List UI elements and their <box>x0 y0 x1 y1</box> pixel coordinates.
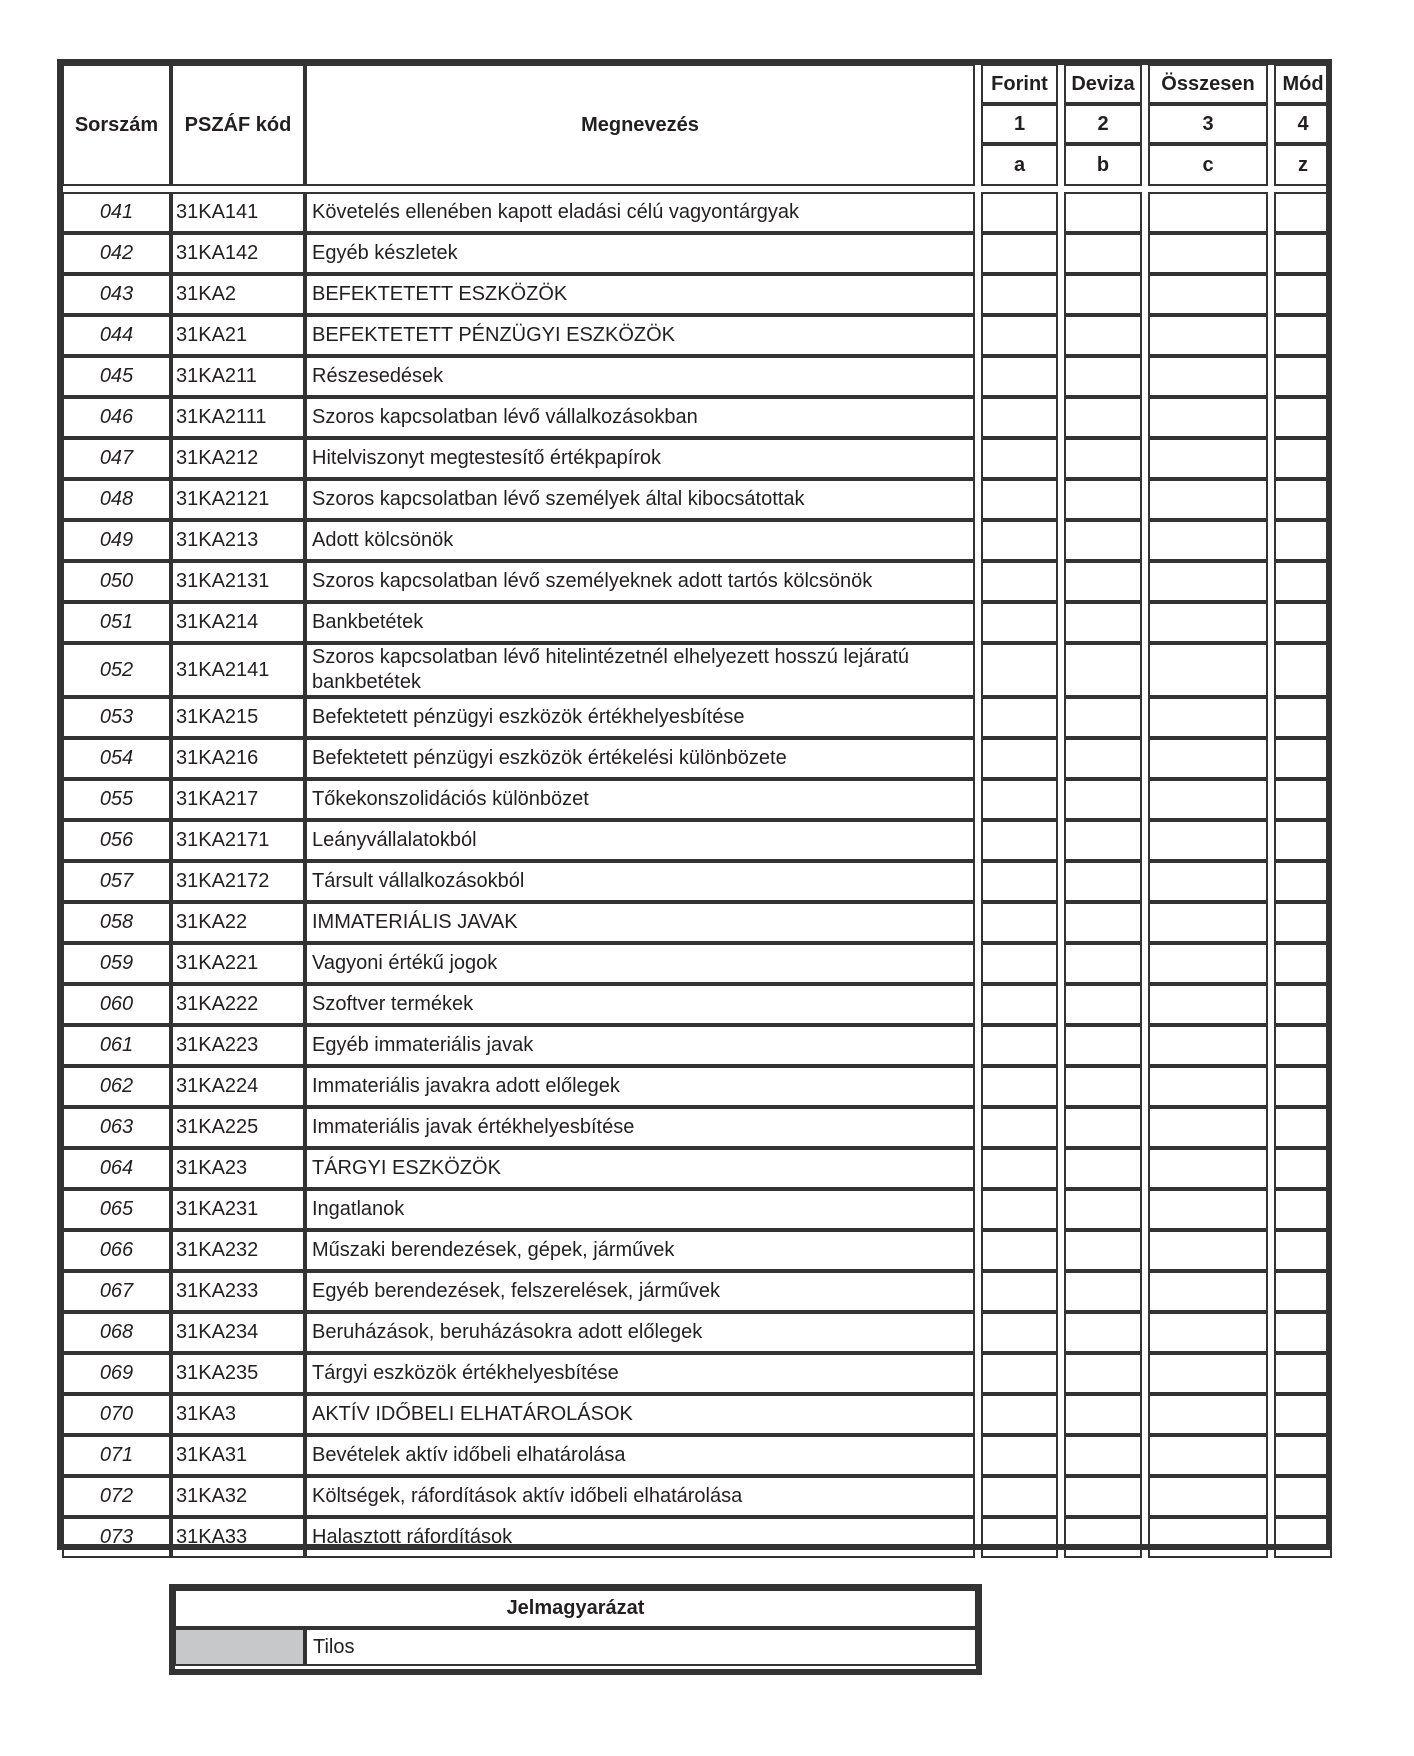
forint-cell[interactable] <box>981 1230 1058 1271</box>
row-number: 047 <box>62 438 171 479</box>
forint-cell[interactable] <box>981 1312 1058 1353</box>
header-sorszam: Sorszám <box>62 64 171 186</box>
deviza-cell[interactable] <box>1064 643 1142 697</box>
row-number: 067 <box>62 1271 171 1312</box>
forint-cell[interactable] <box>981 1476 1058 1517</box>
table-row <box>62 520 1332 561</box>
row-code: 31KA233 <box>171 1271 305 1312</box>
table-row <box>62 356 1332 397</box>
table-row <box>62 397 1332 438</box>
forint-cell[interactable] <box>981 779 1058 820</box>
deviza-cell[interactable] <box>1064 1271 1142 1312</box>
row-number: 071 <box>62 1435 171 1476</box>
deviza-cell[interactable] <box>1064 738 1142 779</box>
osszesen-cell[interactable] <box>1148 192 1268 233</box>
mod-cell[interactable] <box>1274 356 1332 397</box>
mod-cell[interactable] <box>1274 274 1332 315</box>
row-number: 055 <box>62 779 171 820</box>
osszesen-cell[interactable] <box>1148 1271 1268 1312</box>
row-code: 31KA225 <box>171 1107 305 1148</box>
deviza-cell[interactable] <box>1064 1476 1142 1517</box>
table-row <box>62 902 1332 943</box>
forint-cell[interactable] <box>981 1148 1058 1189</box>
osszesen-cell[interactable] <box>1148 1025 1268 1066</box>
row-code: 31KA2131 <box>171 561 305 602</box>
row-number: 051 <box>62 602 171 643</box>
deviza-cell[interactable] <box>1064 779 1142 820</box>
deviza-cell[interactable] <box>1064 861 1142 902</box>
row-code: 31KA211 <box>171 356 305 397</box>
row-name: Szoros kapcsolatban lévő vállalkozásokban <box>305 397 975 438</box>
osszesen-cell[interactable] <box>1148 643 1268 697</box>
row-number: 069 <box>62 1353 171 1394</box>
row-number: 058 <box>62 902 171 943</box>
mod-cell[interactable] <box>1274 1271 1332 1312</box>
header-forint: Forint <box>981 64 1058 104</box>
osszesen-cell[interactable] <box>1148 738 1268 779</box>
table-row <box>62 738 1332 779</box>
row-number: 061 <box>62 1025 171 1066</box>
row-name: Műszaki berendezések, gépek, járművek <box>305 1230 975 1271</box>
forint-cell[interactable] <box>981 697 1058 738</box>
table-row <box>62 315 1332 356</box>
deviza-cell[interactable] <box>1064 1312 1142 1353</box>
mod-cell[interactable] <box>1274 1025 1332 1066</box>
row-number: 073 <box>62 1517 171 1558</box>
deviza-cell[interactable] <box>1064 1517 1142 1558</box>
row-code: 31KA33 <box>171 1517 305 1558</box>
table-row <box>62 1107 1332 1148</box>
forint-cell[interactable] <box>981 315 1058 356</box>
row-number: 045 <box>62 356 171 397</box>
mod-cell[interactable] <box>1274 192 1332 233</box>
row-number: 062 <box>62 1066 171 1107</box>
legend-label: Tilos <box>305 1628 977 1666</box>
row-code: 31KA2121 <box>171 479 305 520</box>
deviza-cell[interactable] <box>1064 520 1142 561</box>
mod-cell[interactable] <box>1274 943 1332 984</box>
mod-cell[interactable] <box>1274 1189 1332 1230</box>
row-name: IMMATERIÁLIS JAVAK <box>305 902 975 943</box>
deviza-cell[interactable] <box>1064 602 1142 643</box>
row-name: Részesedések <box>305 356 975 397</box>
mod-cell[interactable] <box>1274 1435 1332 1476</box>
row-name: Egyéb berendezések, felszerelések, járművek <box>305 1271 975 1312</box>
row-name: Bankbetétek <box>305 602 975 643</box>
row-number: 070 <box>62 1394 171 1435</box>
row-code: 31KA23 <box>171 1148 305 1189</box>
forint-cell[interactable] <box>981 820 1058 861</box>
row-code: 31KA231 <box>171 1189 305 1230</box>
row-code: 31KA222 <box>171 984 305 1025</box>
row-number: 064 <box>62 1148 171 1189</box>
header-deviza-letter: b <box>1064 144 1142 186</box>
row-number: 063 <box>62 1107 171 1148</box>
row-code: 31KA2141 <box>171 643 305 697</box>
row-number: 060 <box>62 984 171 1025</box>
osszesen-cell[interactable] <box>1148 602 1268 643</box>
table-row <box>62 984 1332 1025</box>
row-number: 065 <box>62 1189 171 1230</box>
osszesen-cell[interactable] <box>1148 1230 1268 1271</box>
header-osszesen-letter: c <box>1148 144 1268 186</box>
osszesen-cell[interactable] <box>1148 1148 1268 1189</box>
forint-cell[interactable] <box>981 738 1058 779</box>
deviza-cell[interactable] <box>1064 1025 1142 1066</box>
table-row <box>62 274 1332 315</box>
row-code: 31KA234 <box>171 1312 305 1353</box>
row-number: 056 <box>62 820 171 861</box>
osszesen-cell[interactable] <box>1148 1066 1268 1107</box>
row-name: Egyéb készletek <box>305 233 975 274</box>
row-name: Szoros kapcsolatban lévő hitelintézetnél elhelyezett hosszú lejáratú bankbetétek <box>305 643 975 697</box>
osszesen-cell[interactable] <box>1148 561 1268 602</box>
mod-cell[interactable] <box>1274 438 1332 479</box>
mod-cell[interactable] <box>1274 1230 1332 1271</box>
forint-cell[interactable] <box>981 520 1058 561</box>
row-code: 31KA221 <box>171 943 305 984</box>
deviza-cell[interactable] <box>1064 984 1142 1025</box>
row-name: Ingatlanok <box>305 1189 975 1230</box>
row-code: 31KA2172 <box>171 861 305 902</box>
deviza-cell[interactable] <box>1064 1189 1142 1230</box>
row-name: Immateriális javak értékhelyesbítése <box>305 1107 975 1148</box>
legend-title: Jelmagyarázat <box>174 1589 977 1628</box>
table-row <box>62 1148 1332 1189</box>
header-osszesen-num: 3 <box>1148 104 1268 144</box>
mod-cell[interactable] <box>1274 479 1332 520</box>
mod-cell[interactable] <box>1274 902 1332 943</box>
row-code: 31KA213 <box>171 520 305 561</box>
mod-cell[interactable] <box>1274 697 1332 738</box>
table-row <box>62 561 1332 602</box>
row-code: 31KA141 <box>171 192 305 233</box>
deviza-cell[interactable] <box>1064 356 1142 397</box>
table-row <box>62 1353 1332 1394</box>
osszesen-cell[interactable] <box>1148 479 1268 520</box>
deviza-cell[interactable] <box>1064 274 1142 315</box>
row-number: 054 <box>62 738 171 779</box>
osszesen-cell[interactable] <box>1148 779 1268 820</box>
osszesen-cell[interactable] <box>1148 1476 1268 1517</box>
deviza-cell[interactable] <box>1064 1148 1142 1189</box>
mod-cell[interactable] <box>1274 779 1332 820</box>
table-row <box>62 1435 1332 1476</box>
forint-cell[interactable] <box>981 1107 1058 1148</box>
table-row <box>62 820 1332 861</box>
row-name: BEFEKTETETT ESZKÖZÖK <box>305 274 975 315</box>
row-name: Bevételek aktív időbeli elhatárolása <box>305 1435 975 1476</box>
mod-cell[interactable] <box>1274 315 1332 356</box>
row-number: 066 <box>62 1230 171 1271</box>
legend-swatch <box>174 1628 305 1666</box>
header-pszaf-kod: PSZÁF kód <box>171 64 305 186</box>
row-number: 048 <box>62 479 171 520</box>
row-code: 31KA216 <box>171 738 305 779</box>
mod-cell[interactable] <box>1274 1066 1332 1107</box>
data-table <box>62 64 1332 1558</box>
row-number: 041 <box>62 192 171 233</box>
row-name: Halasztott ráfordítások <box>305 1517 975 1558</box>
row-name: Követelés ellenében kapott eladási célú vagyontárgyak <box>305 192 975 233</box>
forint-cell[interactable] <box>981 984 1058 1025</box>
forint-cell[interactable] <box>981 192 1058 233</box>
row-number: 049 <box>62 520 171 561</box>
deviza-cell[interactable] <box>1064 561 1142 602</box>
deviza-cell[interactable] <box>1064 820 1142 861</box>
row-name: Leányvállalatokból <box>305 820 975 861</box>
table-row <box>62 1312 1332 1353</box>
row-code: 31KA223 <box>171 1025 305 1066</box>
row-name: Vagyoni értékű jogok <box>305 943 975 984</box>
header-osszesen: Összesen <box>1148 64 1268 104</box>
forint-cell[interactable] <box>981 602 1058 643</box>
row-name: Szoros kapcsolatban lévő személyek által kibocsátottak <box>305 479 975 520</box>
table-row <box>62 602 1332 643</box>
header-forint-num: 1 <box>981 104 1058 144</box>
legend-table <box>174 1589 977 1666</box>
table-row <box>62 479 1332 520</box>
osszesen-cell[interactable] <box>1148 984 1268 1025</box>
osszesen-cell[interactable] <box>1148 861 1268 902</box>
row-code: 31KA214 <box>171 602 305 643</box>
forint-cell[interactable] <box>981 233 1058 274</box>
row-code: 31KA21 <box>171 315 305 356</box>
osszesen-cell[interactable] <box>1148 1353 1268 1394</box>
row-name: Szoros kapcsolatban lévő személyeknek adott tartós kölcsönök <box>305 561 975 602</box>
row-code: 31KA232 <box>171 1230 305 1271</box>
mod-cell[interactable] <box>1274 643 1332 697</box>
deviza-cell[interactable] <box>1064 1107 1142 1148</box>
header-mod: Mód <box>1274 64 1332 104</box>
forint-cell[interactable] <box>981 943 1058 984</box>
deviza-cell[interactable] <box>1064 1435 1142 1476</box>
forint-cell[interactable] <box>981 397 1058 438</box>
deviza-cell[interactable] <box>1064 1394 1142 1435</box>
header-megnevezes: Megnevezés <box>305 64 975 186</box>
mod-cell[interactable] <box>1274 397 1332 438</box>
deviza-cell[interactable] <box>1064 902 1142 943</box>
osszesen-cell[interactable] <box>1148 1312 1268 1353</box>
forint-cell[interactable] <box>981 479 1058 520</box>
row-number: 072 <box>62 1476 171 1517</box>
row-code: 31KA2111 <box>171 397 305 438</box>
osszesen-cell[interactable] <box>1148 274 1268 315</box>
table-row <box>62 1066 1332 1107</box>
osszesen-cell[interactable] <box>1148 902 1268 943</box>
forint-cell[interactable] <box>981 1394 1058 1435</box>
osszesen-cell[interactable] <box>1148 1435 1268 1476</box>
row-code: 31KA235 <box>171 1353 305 1394</box>
legend-item <box>174 1628 977 1666</box>
row-name: Egyéb immateriális javak <box>305 1025 975 1066</box>
mod-cell[interactable] <box>1274 1148 1332 1189</box>
row-name: Költségek, ráfordítások aktív időbeli elhatárolása <box>305 1476 975 1517</box>
row-name: AKTÍV IDŐBELI ELHATÁROLÁSOK <box>305 1394 975 1435</box>
row-number: 059 <box>62 943 171 984</box>
forint-cell[interactable] <box>981 274 1058 315</box>
forint-cell[interactable] <box>981 1025 1058 1066</box>
deviza-cell[interactable] <box>1064 943 1142 984</box>
mod-cell[interactable] <box>1274 738 1332 779</box>
row-name: Szoftver termékek <box>305 984 975 1025</box>
deviza-cell[interactable] <box>1064 192 1142 233</box>
table-row <box>62 1394 1332 1435</box>
osszesen-cell[interactable] <box>1148 315 1268 356</box>
osszesen-cell[interactable] <box>1148 397 1268 438</box>
mod-cell[interactable] <box>1274 861 1332 902</box>
table-row <box>62 779 1332 820</box>
mod-cell[interactable] <box>1274 1312 1332 1353</box>
table-row <box>62 1271 1332 1312</box>
row-code: 31KA2171 <box>171 820 305 861</box>
osszesen-cell[interactable] <box>1148 697 1268 738</box>
row-name: BEFEKTETETT PÉNZÜGYI ESZKÖZÖK <box>305 315 975 356</box>
row-code: 31KA142 <box>171 233 305 274</box>
forint-cell[interactable] <box>981 1066 1058 1107</box>
row-name: Hitelviszonyt megtestesítő értékpapírok <box>305 438 975 479</box>
mod-cell[interactable] <box>1274 1353 1332 1394</box>
deviza-cell[interactable] <box>1064 397 1142 438</box>
mod-cell[interactable] <box>1274 1394 1332 1435</box>
osszesen-cell[interactable] <box>1148 1189 1268 1230</box>
header-mod-letter: z <box>1274 144 1332 186</box>
row-name: Befektetett pénzügyi eszközök értékhelyesbítése <box>305 697 975 738</box>
table-row <box>62 943 1332 984</box>
row-number: 043 <box>62 274 171 315</box>
row-code: 31KA212 <box>171 438 305 479</box>
table-row <box>62 861 1332 902</box>
table-row <box>62 1476 1332 1517</box>
table-row <box>62 1189 1332 1230</box>
table-header <box>62 64 1332 192</box>
forint-cell[interactable] <box>981 438 1058 479</box>
row-name: Beruházások, beruházásokra adott előlegek <box>305 1312 975 1353</box>
row-name: Társult vállalkozásokból <box>305 861 975 902</box>
mod-cell[interactable] <box>1274 520 1332 561</box>
mod-cell[interactable] <box>1274 1476 1332 1517</box>
row-number: 044 <box>62 315 171 356</box>
mod-cell[interactable] <box>1274 820 1332 861</box>
osszesen-cell[interactable] <box>1148 943 1268 984</box>
row-name: Adott kölcsönök <box>305 520 975 561</box>
table-row <box>62 643 1332 697</box>
row-code: 31KA224 <box>171 1066 305 1107</box>
table-row <box>62 697 1332 738</box>
osszesen-cell[interactable] <box>1148 520 1268 561</box>
deviza-cell[interactable] <box>1064 1353 1142 1394</box>
forint-cell[interactable] <box>981 561 1058 602</box>
osszesen-cell[interactable] <box>1148 438 1268 479</box>
header-mod-num: 4 <box>1274 104 1332 144</box>
row-code: 31KA217 <box>171 779 305 820</box>
forint-cell[interactable] <box>981 1189 1058 1230</box>
osszesen-cell[interactable] <box>1148 1394 1268 1435</box>
deviza-cell[interactable] <box>1064 315 1142 356</box>
row-number: 050 <box>62 561 171 602</box>
forint-cell[interactable] <box>981 1353 1058 1394</box>
mod-cell[interactable] <box>1274 1517 1332 1558</box>
forint-cell[interactable] <box>981 1517 1058 1558</box>
row-code: 31KA32 <box>171 1476 305 1517</box>
table-row <box>62 1230 1332 1271</box>
row-code: 31KA31 <box>171 1435 305 1476</box>
table-row <box>62 233 1332 274</box>
row-number: 068 <box>62 1312 171 1353</box>
header-forint-letter: a <box>981 144 1058 186</box>
table-body <box>62 192 1332 1558</box>
deviza-cell[interactable] <box>1064 697 1142 738</box>
forint-cell[interactable] <box>981 1271 1058 1312</box>
deviza-cell[interactable] <box>1064 438 1142 479</box>
row-code: 31KA2 <box>171 274 305 315</box>
table-row <box>62 1517 1332 1558</box>
row-number: 052 <box>62 643 171 697</box>
mod-cell[interactable] <box>1274 984 1332 1025</box>
table-row <box>62 192 1332 233</box>
deviza-cell[interactable] <box>1064 1230 1142 1271</box>
row-number: 057 <box>62 861 171 902</box>
header-deviza-num: 2 <box>1064 104 1142 144</box>
osszesen-cell[interactable] <box>1148 1517 1268 1558</box>
row-code: 31KA3 <box>171 1394 305 1435</box>
mod-cell[interactable] <box>1274 561 1332 602</box>
row-name: TÁRGYI ESZKÖZÖK <box>305 1148 975 1189</box>
deviza-cell[interactable] <box>1064 479 1142 520</box>
row-name: Befektetett pénzügyi eszközök értékelési különbözete <box>305 738 975 779</box>
osszesen-cell[interactable] <box>1148 820 1268 861</box>
osszesen-cell[interactable] <box>1148 233 1268 274</box>
forint-cell[interactable] <box>981 902 1058 943</box>
row-name: Immateriális javakra adott előlegek <box>305 1066 975 1107</box>
mod-cell[interactable] <box>1274 602 1332 643</box>
row-number: 042 <box>62 233 171 274</box>
table-row <box>62 438 1332 479</box>
row-number: 046 <box>62 397 171 438</box>
forint-cell[interactable] <box>981 643 1058 697</box>
row-name: Tárgyi eszközök értékhelyesbítése <box>305 1353 975 1394</box>
header-deviza: Deviza <box>1064 64 1142 104</box>
row-code: 31KA22 <box>171 902 305 943</box>
row-number: 053 <box>62 697 171 738</box>
row-name: Tőkekonszolidációs különbözet <box>305 779 975 820</box>
forint-cell[interactable] <box>981 356 1058 397</box>
mod-cell[interactable] <box>1274 1107 1332 1148</box>
deviza-cell[interactable] <box>1064 1066 1142 1107</box>
forint-cell[interactable] <box>981 861 1058 902</box>
table-row <box>62 1025 1332 1066</box>
mod-cell[interactable] <box>1274 233 1332 274</box>
forint-cell[interactable] <box>981 1435 1058 1476</box>
deviza-cell[interactable] <box>1064 233 1142 274</box>
osszesen-cell[interactable] <box>1148 1107 1268 1148</box>
row-code: 31KA215 <box>171 697 305 738</box>
osszesen-cell[interactable] <box>1148 356 1268 397</box>
